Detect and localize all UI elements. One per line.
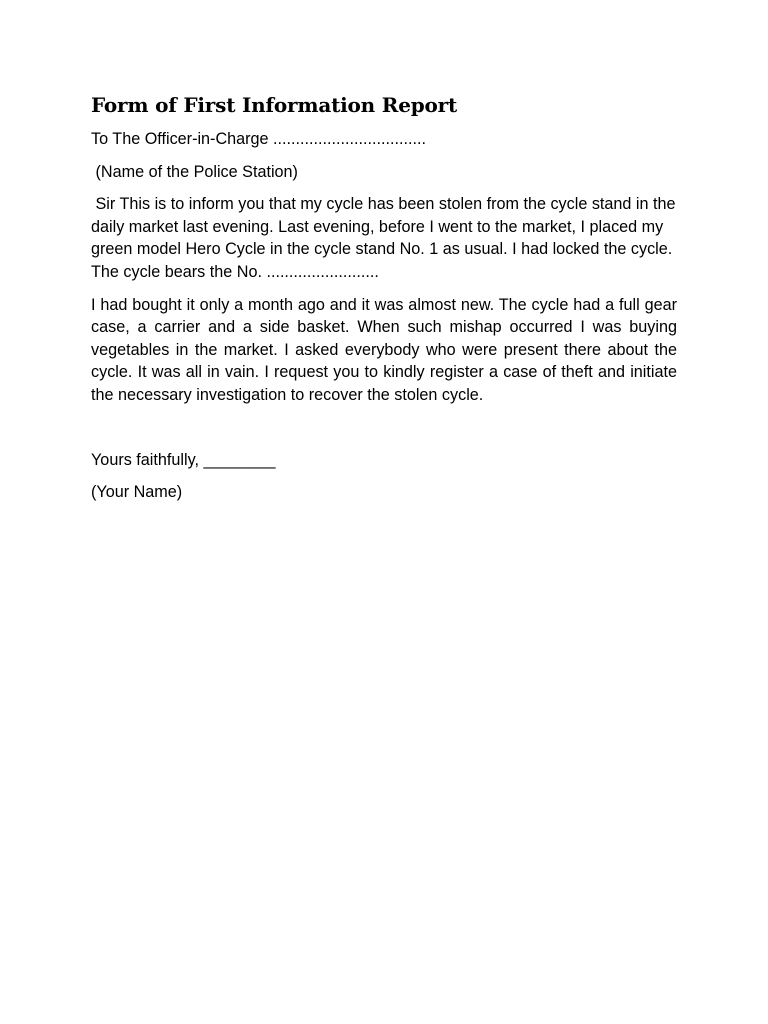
letter-body	[91, 92, 681, 514]
paragraph-incident: Sir This is to inform you that my cycle has been stolen from the cycle stand in the daily market last evening. Last evening, before I went to the market, I placed my green model Hero Cycle in the cycle stand No. 1 as usual. I had locked the cycle. The cycle bears the No. .........................	[91, 195, 681, 281]
document-title: Form of First Information Report	[91, 93, 458, 117]
paragraph-request: I had bought it only a month ago and it was almost new. The cycle had a full gear case, a carrier and a side basket. When such mishap occurred I was buying vegetables in the market. I asked everybody who were present there about the cycle. It was all in vain. I request you to kindly register a case of theft and initiate the necessary investigation to recover the stolen cycle.	[91, 295, 677, 404]
spacer	[91, 417, 677, 449]
signature-name: (Your Name)	[91, 483, 183, 502]
police-station-line: (Name of the Police Station)	[91, 162, 298, 181]
recipient-line: To The Officer-in-Charge ..................................	[91, 130, 426, 148]
closing-line: Yours faithfully, ________	[91, 450, 276, 469]
